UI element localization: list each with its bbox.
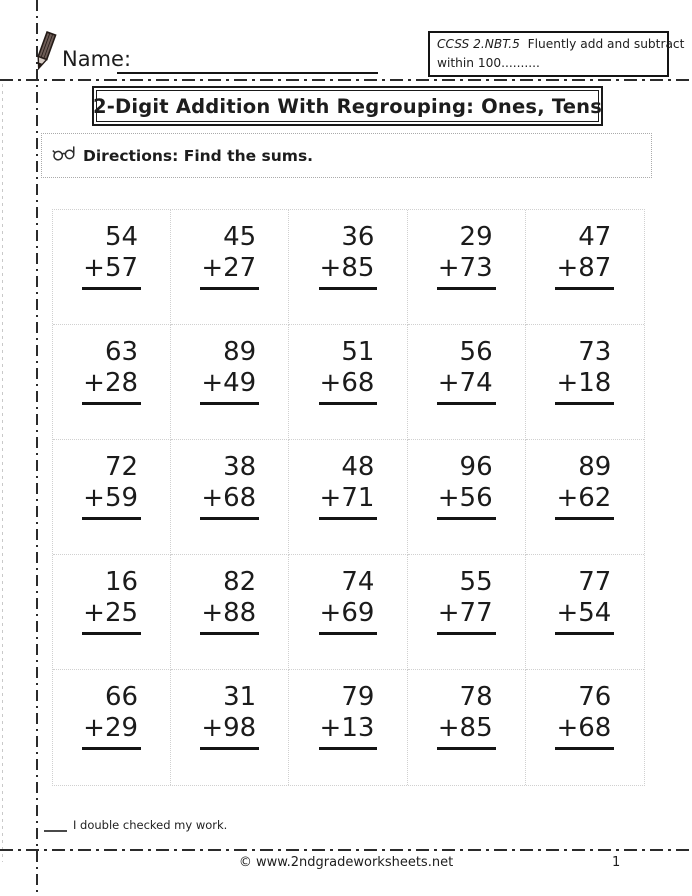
addend-bottom: +87 <box>555 253 614 291</box>
problem-cell <box>171 670 289 785</box>
addend-top: 48 <box>341 452 375 482</box>
problem-cell <box>53 555 171 670</box>
addend-bottom: +62 <box>555 483 614 521</box>
problem-cell <box>171 325 289 440</box>
problem-cell <box>289 670 407 785</box>
addend-top: 76 <box>578 682 612 712</box>
addition-problem <box>319 337 378 405</box>
addend-bottom: +13 <box>319 713 378 751</box>
addition-problem <box>555 452 614 520</box>
addend-top: 31 <box>223 682 257 712</box>
addend-top: 63 <box>104 337 139 367</box>
addition-problem <box>437 337 496 405</box>
left-edge-dotted-line <box>2 84 3 862</box>
ccss-description: Fluently add and subtract <box>527 37 685 51</box>
addition-problem <box>82 337 141 405</box>
addend-top: 78 <box>459 682 493 712</box>
addend-top: 89 <box>578 452 612 482</box>
worksheet-title: 2-Digit Addition With Regrouping: Ones, Tens <box>96 90 599 122</box>
addend-bottom: +29 <box>82 713 141 751</box>
ccss-line1 <box>437 35 685 54</box>
addend-bottom: +56 <box>437 483 496 521</box>
addition-problem <box>200 337 259 405</box>
addend-bottom: +59 <box>82 483 141 521</box>
problem-cell <box>408 555 526 670</box>
name-blank-line[interactable] <box>117 72 378 74</box>
addend-bottom: +69 <box>319 598 378 636</box>
problem-cell <box>526 555 644 670</box>
addition-problem <box>437 567 496 635</box>
addend-top: 47 <box>578 222 612 252</box>
addition-problem <box>319 567 378 635</box>
problem-cell <box>408 670 526 785</box>
addition-problem <box>200 222 259 290</box>
addend-top: 56 <box>459 337 493 367</box>
addend-bottom: +68 <box>319 368 378 406</box>
problem-cell <box>526 670 644 785</box>
addend-bottom: +73 <box>437 253 496 291</box>
addend-bottom: +71 <box>319 483 378 521</box>
problem-cell <box>171 555 289 670</box>
addend-top: 45 <box>223 222 257 252</box>
addend-bottom: +49 <box>200 368 259 406</box>
addend-bottom: +98 <box>200 713 259 751</box>
problem-cell <box>408 325 526 440</box>
addend-top: 29 <box>459 222 493 252</box>
addition-problem <box>319 452 378 520</box>
addend-bottom: +18 <box>555 368 614 406</box>
addition-problem <box>555 337 614 405</box>
addend-top: 82 <box>223 567 257 597</box>
addend-bottom: +54 <box>555 598 614 636</box>
addend-top: 72 <box>104 452 139 482</box>
addend-bottom: +85 <box>319 253 378 291</box>
addend-top: 51 <box>341 337 375 367</box>
addition-problem <box>437 452 496 520</box>
problem-cell <box>289 555 407 670</box>
problem-cell <box>289 210 407 325</box>
page-number: 1 <box>612 855 621 870</box>
ccss-line2: within 100.......... <box>437 55 540 70</box>
addition-problem <box>82 452 141 520</box>
problem-cell <box>408 210 526 325</box>
footer-copyright: © www.2ndgradeworksheets.net <box>238 855 454 870</box>
problem-cell <box>408 440 526 555</box>
worksheet-title-box <box>92 86 603 126</box>
addend-top: 73 <box>578 337 612 367</box>
problem-cell <box>526 210 644 325</box>
problem-cell <box>171 210 289 325</box>
addition-problem <box>82 682 141 750</box>
addend-bottom: +57 <box>82 253 141 291</box>
addition-problem <box>319 222 378 290</box>
addend-bottom: +88 <box>200 598 259 636</box>
addend-top: 16 <box>104 567 139 597</box>
addition-problem <box>200 452 259 520</box>
addend-top: 79 <box>341 682 375 712</box>
addend-bottom: +77 <box>437 598 496 636</box>
addition-problem <box>555 222 614 290</box>
addend-bottom: +68 <box>555 713 614 751</box>
ccss-standard-box <box>428 31 685 77</box>
problem-cell <box>53 670 171 785</box>
top-fold-line <box>0 79 692 81</box>
check-note-text: I double checked my work. <box>73 818 228 832</box>
problems-grid <box>52 209 645 786</box>
pencil-icon <box>30 30 60 76</box>
ccss-code: CCSS 2.NBT.5 <box>437 37 520 51</box>
addend-bottom: +28 <box>82 368 141 406</box>
addend-top: 55 <box>459 567 493 597</box>
problem-cell <box>53 440 171 555</box>
bottom-fold-line <box>0 849 692 851</box>
addend-top: 77 <box>578 567 612 597</box>
addition-problem <box>200 567 259 635</box>
addend-bottom: +85 <box>437 713 496 751</box>
addition-problem <box>437 682 496 750</box>
addend-bottom: +27 <box>200 253 259 291</box>
vertical-fold-line <box>36 0 38 896</box>
addition-problem <box>319 682 378 750</box>
problem-cell <box>526 325 644 440</box>
problem-cell <box>526 440 644 555</box>
problem-cell <box>53 325 171 440</box>
name-label: Name: <box>62 47 132 71</box>
check-note-row <box>44 818 227 832</box>
directions-text: Directions: Find the sums. <box>83 146 314 165</box>
addend-top: 66 <box>104 682 139 712</box>
problem-cell <box>171 440 289 555</box>
check-blank-line[interactable] <box>44 820 67 832</box>
addition-problem <box>437 222 496 290</box>
addition-problem <box>82 567 141 635</box>
addend-top: 54 <box>104 222 139 252</box>
problem-cell <box>289 440 407 555</box>
addition-problem <box>82 222 141 290</box>
addend-top: 96 <box>459 452 493 482</box>
problem-cell <box>289 325 407 440</box>
addend-top: 89 <box>223 337 257 367</box>
addition-problem <box>555 567 614 635</box>
addend-bottom: +25 <box>82 598 141 636</box>
glasses-icon <box>51 146 77 165</box>
problem-cell <box>53 210 171 325</box>
addend-top: 74 <box>341 567 375 597</box>
addend-bottom: +68 <box>200 483 259 521</box>
addend-top: 36 <box>341 222 375 252</box>
directions-box <box>41 133 652 178</box>
addition-problem <box>200 682 259 750</box>
addition-problem <box>555 682 614 750</box>
addend-top: 38 <box>223 452 257 482</box>
addend-bottom: +74 <box>437 368 496 406</box>
